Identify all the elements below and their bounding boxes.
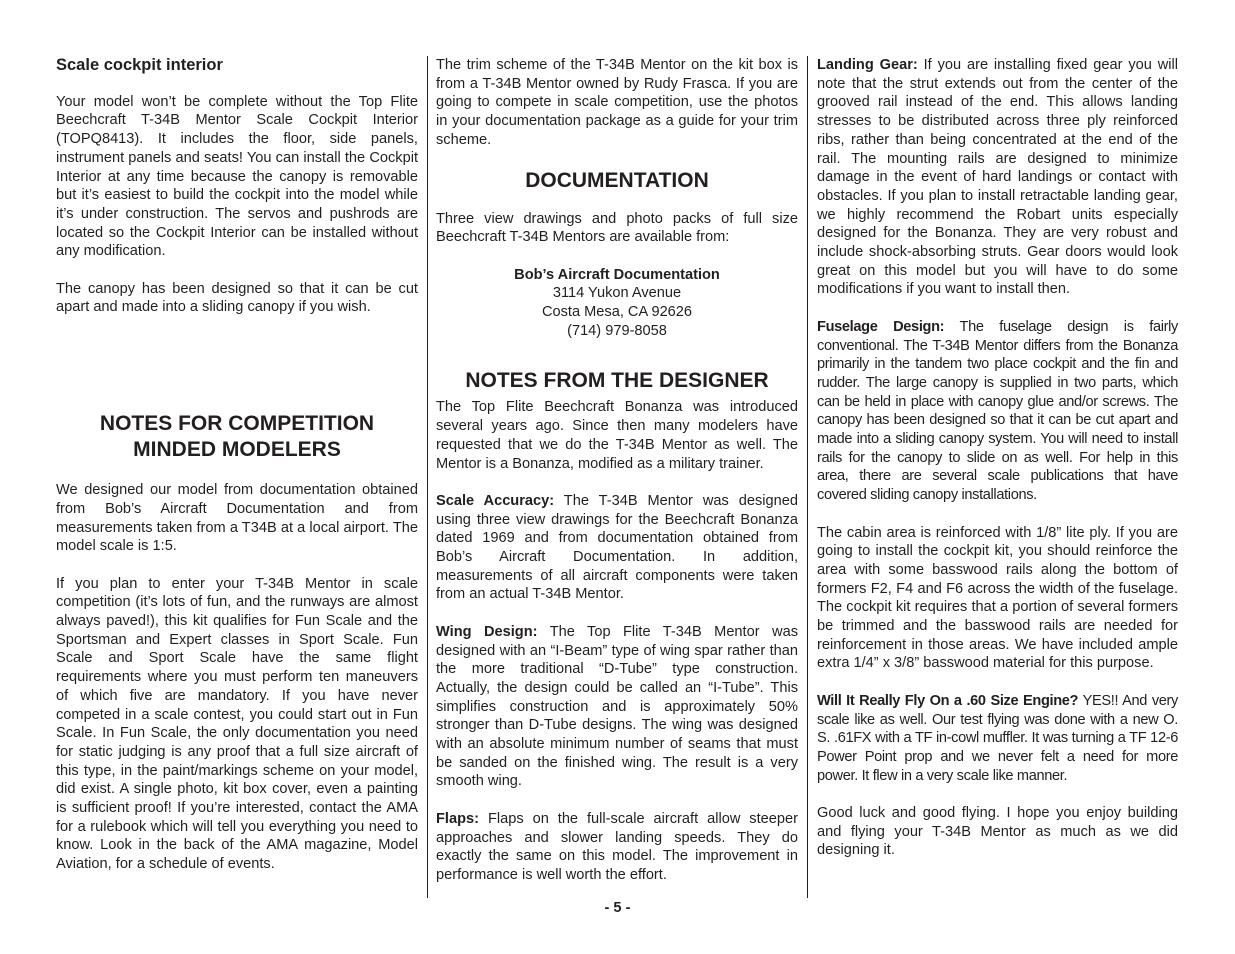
cockpit-paragraph-2: The canopy has been designed so that it can be cut apart and made into a sliding canopy if you wish. <box>56 280 418 316</box>
engine-label: Will It Really Fly On a .60 Size Engine? <box>817 692 1079 709</box>
flaps-paragraph <box>436 810 798 885</box>
cabin-paragraph: The cabin area is reinforced with 1/8” lite ply. If you are going to install the cockpit kit, you should reinforce the area with some basswood rails along the bottom of formers F2, F4 and F6 across the width of the fuselage. The cockpit kit requires that a portion of several formers be trimmed and the basswood rails are needed for reinforcement in those areas. We have included ample extra 1/4” x 3/8” basswood material for this purpose. <box>817 524 1178 672</box>
wing-design-text: The Top Flite T-34B Mentor was designed with an “I-Beam” type of wing spar rather than the more traditional “D-Tube” type construction. Actually, the design could be called an “I-Tube”. This simplifies construction and is approximately 50% stronger than D-Tube designs. The wing was designed with an absolute minimum number of seams that must be sanded on the finished wing. The result is a very smooth wing. <box>436 623 798 790</box>
column-right <box>817 56 1178 860</box>
fuselage-design-label: Fuselage Design: <box>817 318 945 335</box>
page-number: - 5 - <box>604 900 631 916</box>
competition-heading-line2: MINDED MODELERS <box>133 438 341 462</box>
address-street: 3114 Yukon Avenue <box>552 285 682 302</box>
flaps-text: Flaps on the full-scale aircraft allow steeper approaches and slower landing speeds. They do exactly the same on this model. The improvement in performance is well worth the effort. <box>436 810 798 883</box>
scale-accuracy-text: The T-34B Mentor was designed using three view drawings for the Beechcraft Bonanza dated 1969 and from documentation obtained from Bob’s Aircraft Documentation. In addition, measurements of all aircraft components were taken from an actual T-34B Mentor. <box>436 492 798 603</box>
documentation-address <box>436 266 798 341</box>
wing-design-label: Wing Design: <box>436 623 538 640</box>
column-divider-2 <box>807 56 808 898</box>
scale-accuracy-label: Scale Accuracy: <box>436 492 555 509</box>
landing-gear-paragraph <box>817 56 1178 299</box>
competition-heading-line1: NOTES FOR COMPETITION <box>99 412 375 436</box>
flaps-label: Flaps: <box>436 810 479 827</box>
engine-text: YES!! And very scale like as well. Our test flying was done with a new O. S. .61FX with a TF in-cowl muffler. It was turning a TF 12-6 Power Point prop and we never felt a need for more power. It flew in a very scale like manner. <box>817 692 1178 784</box>
cockpit-heading: Scale cockpit interior <box>56 56 223 74</box>
cockpit-paragraph-1: Your model won’t be complete without the Top Flite Beechcraft T-34B Mentor Scale Cockpit Interior (TOPQ8413). It includes the floor, side panels, instrument panels and seats! You can install the Cockpit Interior at any time because the canopy is removable but it’s easiest to build the cockpit into the model while it’s under construction. The servos and pushrods are located so the Cockpit Interior can be installed without any modification. <box>56 93 418 260</box>
address-phone: (714) 979-8058 <box>567 322 667 339</box>
scale-accuracy-paragraph <box>436 492 798 604</box>
column-divider-1 <box>427 56 428 898</box>
trim-paragraph: The trim scheme of the T-34B Mentor on the kit box is from a T-34B Mentor owned by Rudy Frasca. If you are going to compete in scale competition, use the photos in your documentation package as a guide for your trim scheme. <box>436 57 798 148</box>
address-city: Costa Mesa, CA 92626 <box>541 304 693 321</box>
fuselage-design-text: The fuselage design is fairly conventional. The T-34B Mentor differs from the Bonanza primarily in the tandem two place cockpit and the fin and rudder. The large canopy is supplied in two parts, which can be held in place with canopy glue and/or screws. The canopy has been designed so that it can be cut apart and made into a sliding canopy system. You will need to install rails for the canopy to slide on as well. For help in this area, there are several scale publications that have covered sliding canopy installations. <box>817 318 1178 504</box>
documentation-heading: DOCUMENTATION <box>525 168 709 192</box>
landing-gear-label: Landing Gear: <box>817 57 918 73</box>
designer-paragraph: The Top Flite Beechcraft Bonanza was introduced several years ago. Since then many modelers have requested that we do the T-34B Mentor as well. The Mentor is a Bonanza, modified as a military trainer. <box>436 399 798 472</box>
designer-heading: NOTES FROM THE DESIGNER <box>465 369 769 393</box>
competition-paragraph-1: We designed our model from documentation obtained from Bob’s Aircraft Documentation and from measurements taken from a T34B at a local airport. The model scale is 1:5. <box>56 482 418 555</box>
fuselage-design-paragraph <box>817 318 1178 505</box>
closing-paragraph: Good luck and good flying. I hope you enjoy building and flying your T-34B Mentor as much as we did designing it. <box>817 805 1178 859</box>
column-middle <box>436 56 798 885</box>
landing-gear-text: If you are installing fixed gear you will note that the strut extends out from the center of the grooved rail instead of the end. This allows landing stresses to be distributed across three ply reinforced ribs, rather than being concentrated at the end of the rail. The mounting rails are designed to minimize damage in the event of hard landings or contact with obstacles. If you plan to install retractable landing gear, we highly recommend the Robart units especially designed for the Bonanza. They are very robust and include shock-absorbing struts. Gear doors would look great on this model but you will have to do some modifications if you want to install then. <box>817 57 1178 298</box>
address-name: Bob’s Aircraft Documentation <box>514 266 720 283</box>
wing-design-paragraph <box>436 623 798 791</box>
engine-paragraph <box>817 692 1178 786</box>
competition-paragraph-2: If you plan to enter your T-34B Mentor in scale competition (it’s lots of fun, and the runways are almost always paved!), this kit qualifies for Fun Scale and the Sportsman and Expert classes in Sport Scale. Fun Scale and Sport Scale have the same flight requirements where you must perform ten maneuvers of which five are mandatory. If you have never competed in a scale contest, you could start out in Fun Scale. In Fun Scale, the only documentation you need for static judging is any proof that a full size aircraft of this type, in the paint/markings scheme on your model, did exist. A single photo, kit box cover, even a painting is sufficient proof! If you’re interested, contact the AMA for a rulebook which will tell you everything you need to know. Look in the back of the AMA magazine, Model Aviation, for a schedule of events. <box>56 575 418 873</box>
column-left <box>56 56 418 874</box>
documentation-paragraph: Three view drawings and photo packs of full size Beechcraft T-34B Mentors are available from: <box>436 210 798 246</box>
